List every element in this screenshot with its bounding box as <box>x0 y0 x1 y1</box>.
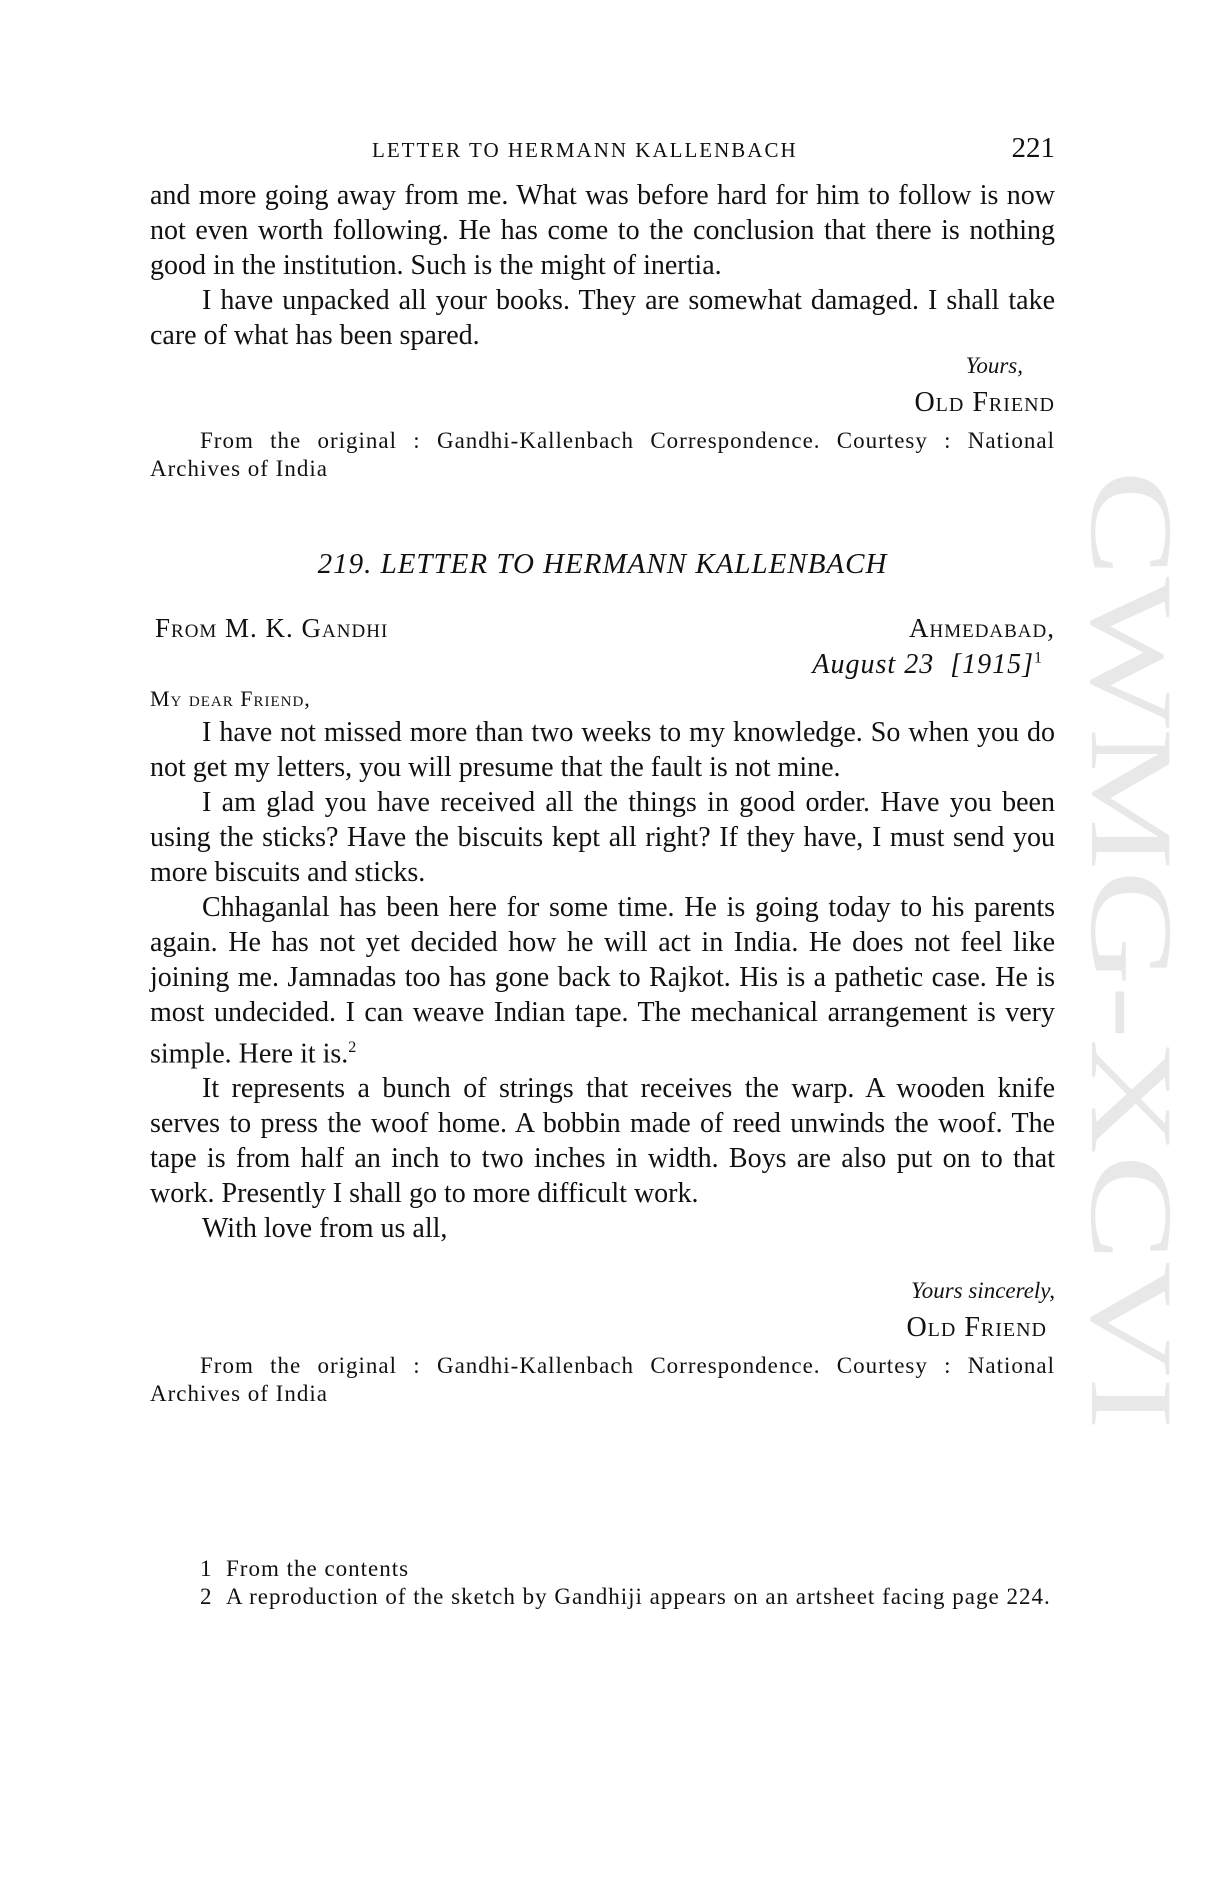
date-text: August 23 <box>812 649 935 680</box>
footnote <box>150 1583 1060 1611</box>
footnote-text: From the contents <box>226 1556 410 1581</box>
paragraph <box>150 890 1055 1071</box>
from-line: From M. K. Gandhi <box>155 613 389 643</box>
place: Ahmedabad, <box>908 613 1055 643</box>
date <box>812 649 1043 681</box>
previous-letter-signoff <box>150 350 1055 420</box>
footnote <box>150 1555 1060 1583</box>
closing: Yours sincerely, <box>911 1278 1055 1303</box>
running-title: LETTER TO HERMANN KALLENBACH <box>372 138 798 162</box>
letter-source <box>150 1352 1055 1408</box>
watermark-text: CWMG-XCVI <box>1066 470 1197 1178</box>
source-text: From the original : Gandhi-Kallenbach Correspondence. Courtesy : National Archives of India <box>150 1353 1055 1406</box>
footnote-text: A reproduction of the sketch by Gandhiji appears on an artsheet facing page 224. <box>226 1584 1051 1609</box>
previous-letter-ending <box>150 178 1055 353</box>
footnote-marker: 2 <box>348 1039 357 1056</box>
footnote-marker: 2 <box>200 1584 213 1609</box>
closing: Yours, <box>965 353 1023 378</box>
salutation-row <box>150 686 1055 712</box>
footnote-marker: 1 <box>200 1556 213 1581</box>
paragraph: With love from us all, <box>202 1213 448 1245</box>
running-head <box>150 132 1055 168</box>
paragraph: and more going away from me. What was before hard for him to follow is now not even worth following. He has come to the conclusion that there is nothing good in the institution. Such is the might of inertia. <box>150 180 1055 281</box>
previous-letter-source <box>150 427 1055 483</box>
paragraph: It represents a bunch of strings that receives the warp. A wooden knife serves to press the woof home. A bobbin made of reed unwinds the woof. The tape is from half an inch to two inches in width. Boys are also put on to that work. Presently I shall go to more difficult work. <box>150 1073 1055 1210</box>
paragraph: I am glad you have received all the things in good order. Have you been using the sticks? Have the biscuits kept all right? If they have, I must send you more biscuits and sticks. <box>150 787 1055 888</box>
letter-signoff <box>150 1275 1055 1345</box>
source-note <box>150 1352 1055 1408</box>
salutation: My dear Friend, <box>150 686 311 711</box>
date-bracket: [1915] <box>950 649 1034 680</box>
letter-body <box>150 715 1055 1246</box>
paragraph: I have not missed more than two weeks to my knowledge. So when you do not get my letters, you will presume that the fault is not mine. <box>150 717 1055 783</box>
page-number: 221 <box>1011 132 1055 164</box>
paragraph: I have unpacked all your books. They are somewhat damaged. I shall take care of what has been spared. <box>150 285 1055 351</box>
letter-title: 219. LETTER TO HERMANN KALLENBACH <box>317 548 888 580</box>
paragraph-text: Chhaganlal has been here for some time. He is going today to his parents again. He has not yet decided how he will act in India. He does not feel like joining me. Jamnadas too has gone back to Rajkot. His is a pathetic case. He is most undecided. I can weave Indian tape. The mechanical arrangement is very simple. Here it is. <box>150 892 1055 1070</box>
signature: Old Friend <box>914 387 1055 418</box>
source-note <box>150 427 1055 483</box>
source-text: From the original : Gandhi-Kallenbach Correspondence. Courtesy : National Archives of India <box>150 428 1055 481</box>
letter-heading <box>155 613 1055 683</box>
footnotes <box>150 1555 1060 1611</box>
footnote-marker: 1 <box>1034 649 1043 667</box>
signature: Old Friend <box>906 1312 1047 1343</box>
